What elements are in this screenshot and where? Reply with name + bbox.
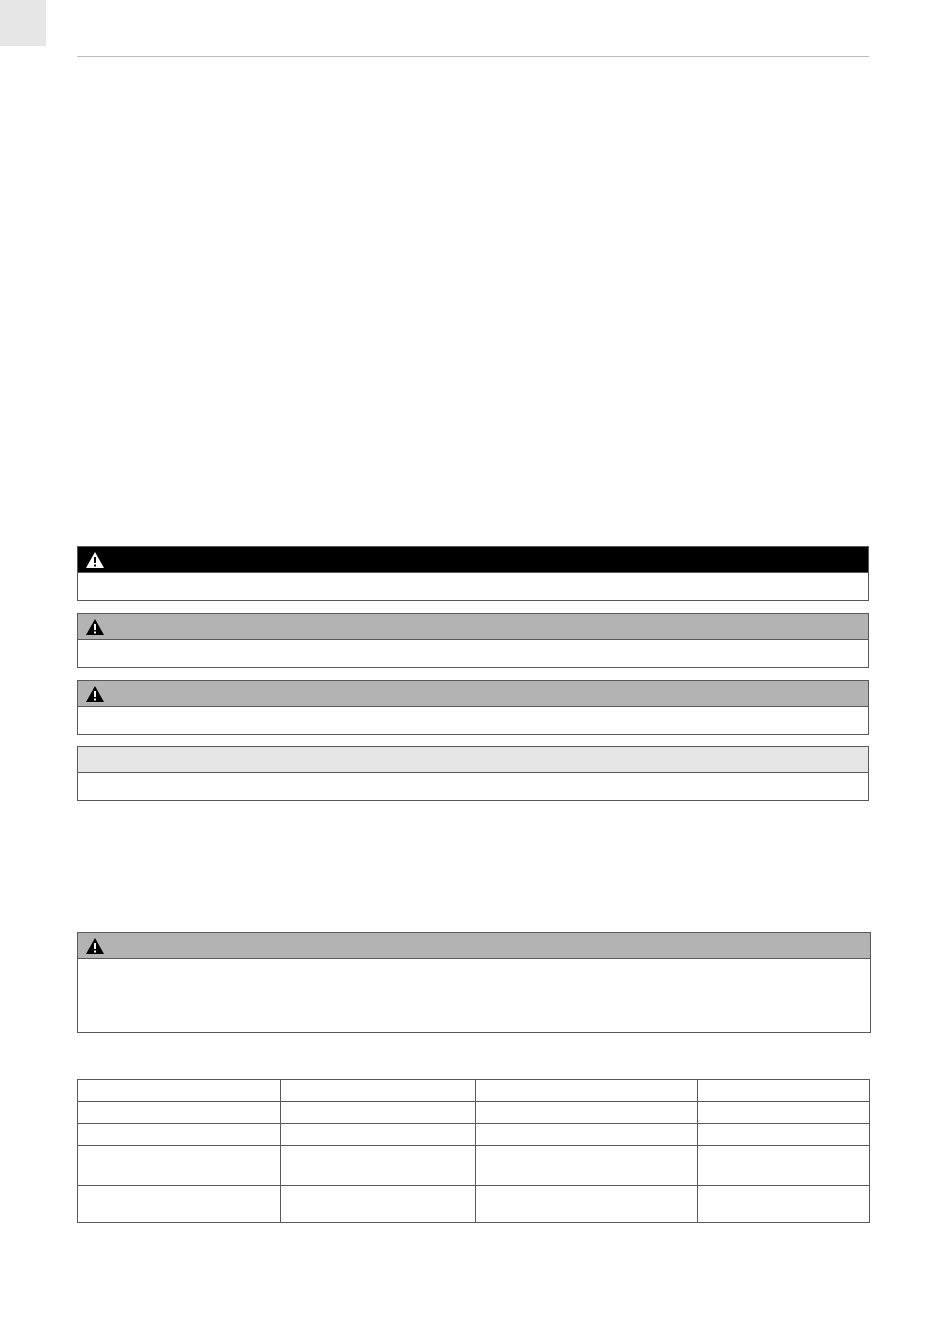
table-cell	[698, 1146, 870, 1186]
table-cell	[281, 1102, 476, 1124]
table-cell	[698, 1080, 870, 1102]
table-cell	[78, 1186, 281, 1223]
info-notice-bar	[78, 747, 868, 773]
danger-notice-bar	[78, 547, 868, 573]
table-cell	[281, 1186, 476, 1223]
info-notice-text	[78, 773, 868, 781]
caution-notice	[77, 680, 869, 735]
warning-notice-text	[78, 640, 868, 648]
warning-notice-large-bar	[78, 933, 870, 959]
warning-triangle-icon	[85, 551, 105, 569]
danger-notice	[77, 546, 869, 601]
warning-triangle-icon	[85, 685, 105, 703]
table-row	[78, 1124, 870, 1146]
table-row	[78, 1102, 870, 1124]
table-cell	[698, 1186, 870, 1223]
caution-notice-bar	[78, 681, 868, 707]
warning-notice-bar	[78, 614, 868, 640]
caution-notice-text	[78, 707, 868, 715]
table-cell	[476, 1146, 698, 1186]
table-row	[78, 1080, 870, 1102]
table-cell	[476, 1080, 698, 1102]
table-cell	[78, 1124, 281, 1146]
table-row	[78, 1186, 870, 1223]
warning-triangle-icon	[85, 618, 105, 636]
corner-page-tab	[0, 0, 46, 46]
info-notice	[77, 746, 869, 801]
spec-table	[77, 1079, 870, 1223]
warning-notice-large-text	[78, 959, 870, 967]
table-cell	[698, 1124, 870, 1146]
warning-triangle-icon	[85, 937, 105, 955]
table-cell	[476, 1186, 698, 1223]
table-cell	[78, 1102, 281, 1124]
table-cell	[476, 1124, 698, 1146]
table-cell	[698, 1102, 870, 1124]
warning-notice-large	[77, 932, 871, 1033]
header-rule	[77, 56, 869, 57]
table-cell	[78, 1080, 281, 1102]
table-cell	[281, 1124, 476, 1146]
table-row	[78, 1146, 870, 1186]
warning-notice	[77, 613, 869, 668]
danger-notice-text	[78, 573, 868, 581]
table-cell	[78, 1146, 281, 1186]
table-cell	[281, 1146, 476, 1186]
table-cell	[281, 1080, 476, 1102]
table-cell	[476, 1102, 698, 1124]
